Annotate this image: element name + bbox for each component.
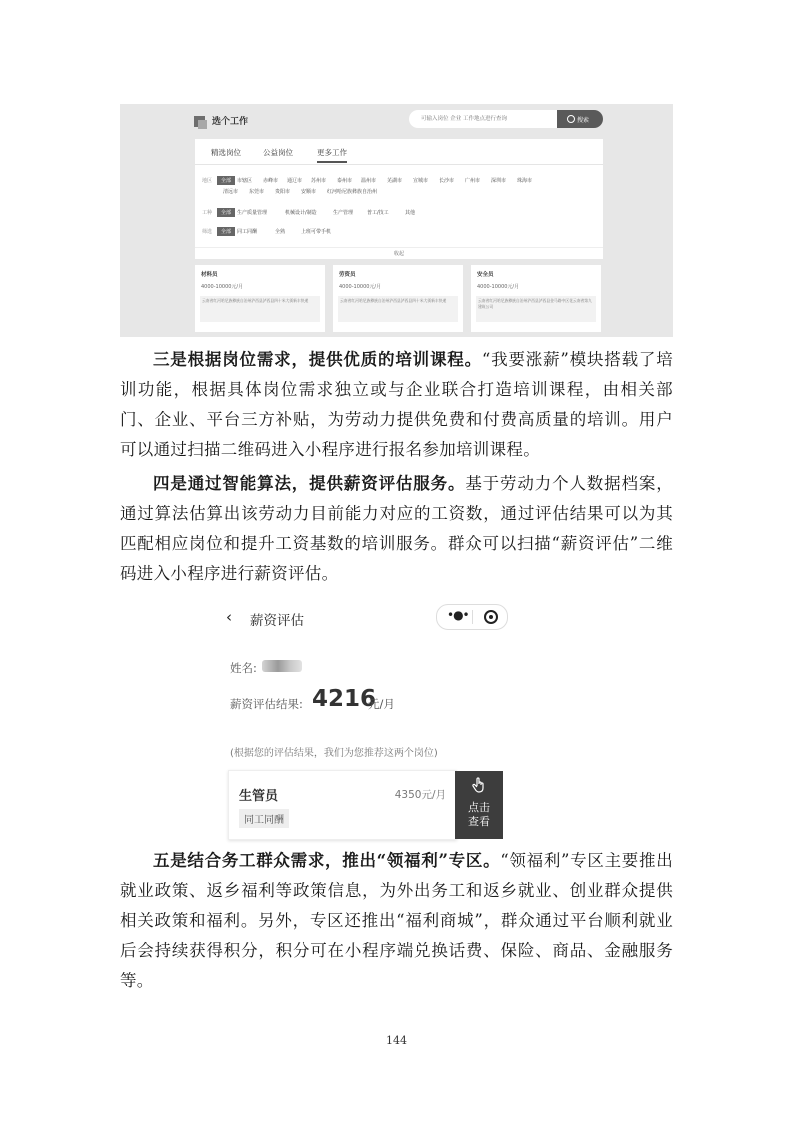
filter-label: 筛选 [202,229,213,235]
recommendation-note: (根据您的评估结果，我们为您推荐这两个岗位) [230,748,438,759]
region-chip[interactable]: 全部 [217,176,235,185]
job-card[interactable] [333,265,463,332]
job-card-title: 劳资员 [339,272,356,278]
paragraph-salary [120,469,673,589]
salary-evaluation-screenshot [216,596,519,842]
miniprogram-capsule [436,604,508,630]
search-input[interactable] [409,110,557,128]
view-line-2: 查看 [468,815,490,828]
capsule-divider [472,610,473,624]
collapse-toggle[interactable]: 收起 [195,247,603,257]
type-chip[interactable]: 其他 [405,210,416,216]
job-card[interactable] [195,265,325,332]
page-title: 薪资评估 [250,613,304,629]
type-label: 工种 [202,210,213,216]
paragraph-body: 基于劳动力个人数据档案，通过算法估算出该劳动力目前能力对应的工资数，通过评估结果可以为其匹配相应岗位和提升工资基数的培训服务。群众可以扫描“薪资评估”二维码进入小程序进行薪资评估。 [120,474,673,583]
region-chip[interactable]: 东莞市 [249,189,265,195]
app-title: 选个工作 [212,117,249,127]
job-card-title: 安全员 [477,272,494,278]
region-label: 地区 [202,178,213,184]
extra-chip[interactable]: 全部 [217,227,235,236]
region-chip[interactable]: 市辖区 [237,178,253,184]
recommended-job-card[interactable] [228,770,457,840]
view-details-label [455,801,503,829]
more-icon[interactable]: •●• [447,608,469,622]
type-chip[interactable]: 机械设计/制造 [285,210,317,216]
paragraph-welfare [120,846,673,996]
type-chip[interactable]: 普工/技工 [367,210,389,216]
job-card-salary: 4000-10000元/月 [477,284,520,290]
paragraph-body: “领福利”专区主要推出就业政策、返乡福利等政策信息，为外出务工和返乡就业、创业群众提供相关政策和福利。另外，专区还推出“福利商城”，群众通过平台顺利就业后会持续获得积分，积分可在小程序端兑换话费、保险、商品、金融服务等。 [120,851,673,990]
job-card-salary: 4000-10000元/月 [339,284,382,290]
job-title: 生管员 [239,789,279,804]
job-search-screenshot [120,104,673,337]
region-chip[interactable]: 珠海市 [517,178,533,184]
search-button[interactable] [557,110,603,128]
app-logo-icon [194,116,205,127]
region-chip[interactable]: 泰州市 [337,178,353,184]
paragraph-lead: 三是根据岗位需求，提供优质的培训课程。 [153,350,482,369]
job-card-address: 云南省红河哈尼族彝族自治州泸西县泸西县四十米大街新丰快递 [200,296,320,322]
region-chip[interactable]: 长沙市 [439,178,455,184]
type-chip[interactable]: 全部 [217,208,235,217]
result-label: 薪资评估结果: [230,697,303,711]
job-card-address: 云南省红河哈尼族彝族自治州泸西县泸西县金马路中区花云南省第九建筑公司 [476,296,596,322]
blurred-name [262,660,302,672]
search-button-label: 搜索 [577,117,590,124]
back-arrow-icon[interactable]: ‹ [226,608,232,626]
job-card-address: 云南省红河哈尼族彝族自治州泸西县泸西县四十米大街新丰快递 [338,296,458,322]
type-chip[interactable]: 生产质量管理 [237,210,268,216]
job-card-title: 材料员 [201,272,218,278]
result-unit: 元/月 [368,697,395,711]
type-chip[interactable]: 生产管理 [333,210,354,216]
tab-public[interactable]: 公益岗位 [263,148,293,157]
tab-featured[interactable]: 精选岗位 [211,148,241,157]
view-details-button[interactable] [455,771,503,839]
region-chip[interactable]: 红河哈尼族彝族自治州 [327,189,378,195]
extra-chip[interactable]: 同工同酬 [237,229,258,235]
tab-divider [195,164,603,165]
job-salary: 4350元/月 [394,789,446,801]
region-chip[interactable]: 赤峰市 [263,178,279,184]
job-card[interactable] [471,265,601,332]
page-number: 144 [386,1034,407,1047]
region-chip[interactable]: 通辽市 [287,178,303,184]
region-chip[interactable]: 芜湖市 [387,178,403,184]
tap-hand-icon [471,777,487,793]
region-chip[interactable]: 苏州市 [311,178,327,184]
result-value: 4216 [312,686,377,712]
search-icon [567,115,575,123]
paragraph-lead: 四是通过智能算法，提供薪资评估服务。 [153,474,466,493]
job-tag: 同工同酬 [239,809,289,828]
extra-chip[interactable]: 上班可带手机 [301,229,332,235]
close-target-icon[interactable] [484,610,498,624]
paragraph-body: “我要涨薪”模块搭载了培训功能，根据具体岗位需求独立或与企业联合打造培训课程，由相关部门、企业、平台三方补贴，为劳动力提供免费和付费高质量的培训。用户可以通过扫描二维码进入小程序进行报名参加培训课程。 [120,350,673,459]
region-chip[interactable]: 安顺市 [301,189,317,195]
paragraph-training [120,345,673,465]
name-label: 姓名: [230,661,257,675]
paragraph-lead: 五是结合务工群众需求，推出“领福利”专区。 [153,851,501,870]
region-chip[interactable]: 贵阳市 [275,189,291,195]
search-placeholder: 可输入岗位 企业 工作地点进行查询 [421,116,507,122]
tab-more[interactable]: 更多工作 [317,147,347,163]
view-line-1: 点击 [468,801,490,814]
region-chip[interactable]: 温州市 [361,178,377,184]
region-chip[interactable]: 广州市 [465,178,481,184]
job-card-salary: 4000-10000元/月 [201,284,244,290]
filter-panel [195,139,603,259]
region-chip[interactable]: 清远市 [223,189,239,195]
region-chip[interactable]: 宣城市 [413,178,429,184]
extra-chip[interactable]: 全熟 [275,229,286,235]
region-chip[interactable]: 深圳市 [491,178,507,184]
